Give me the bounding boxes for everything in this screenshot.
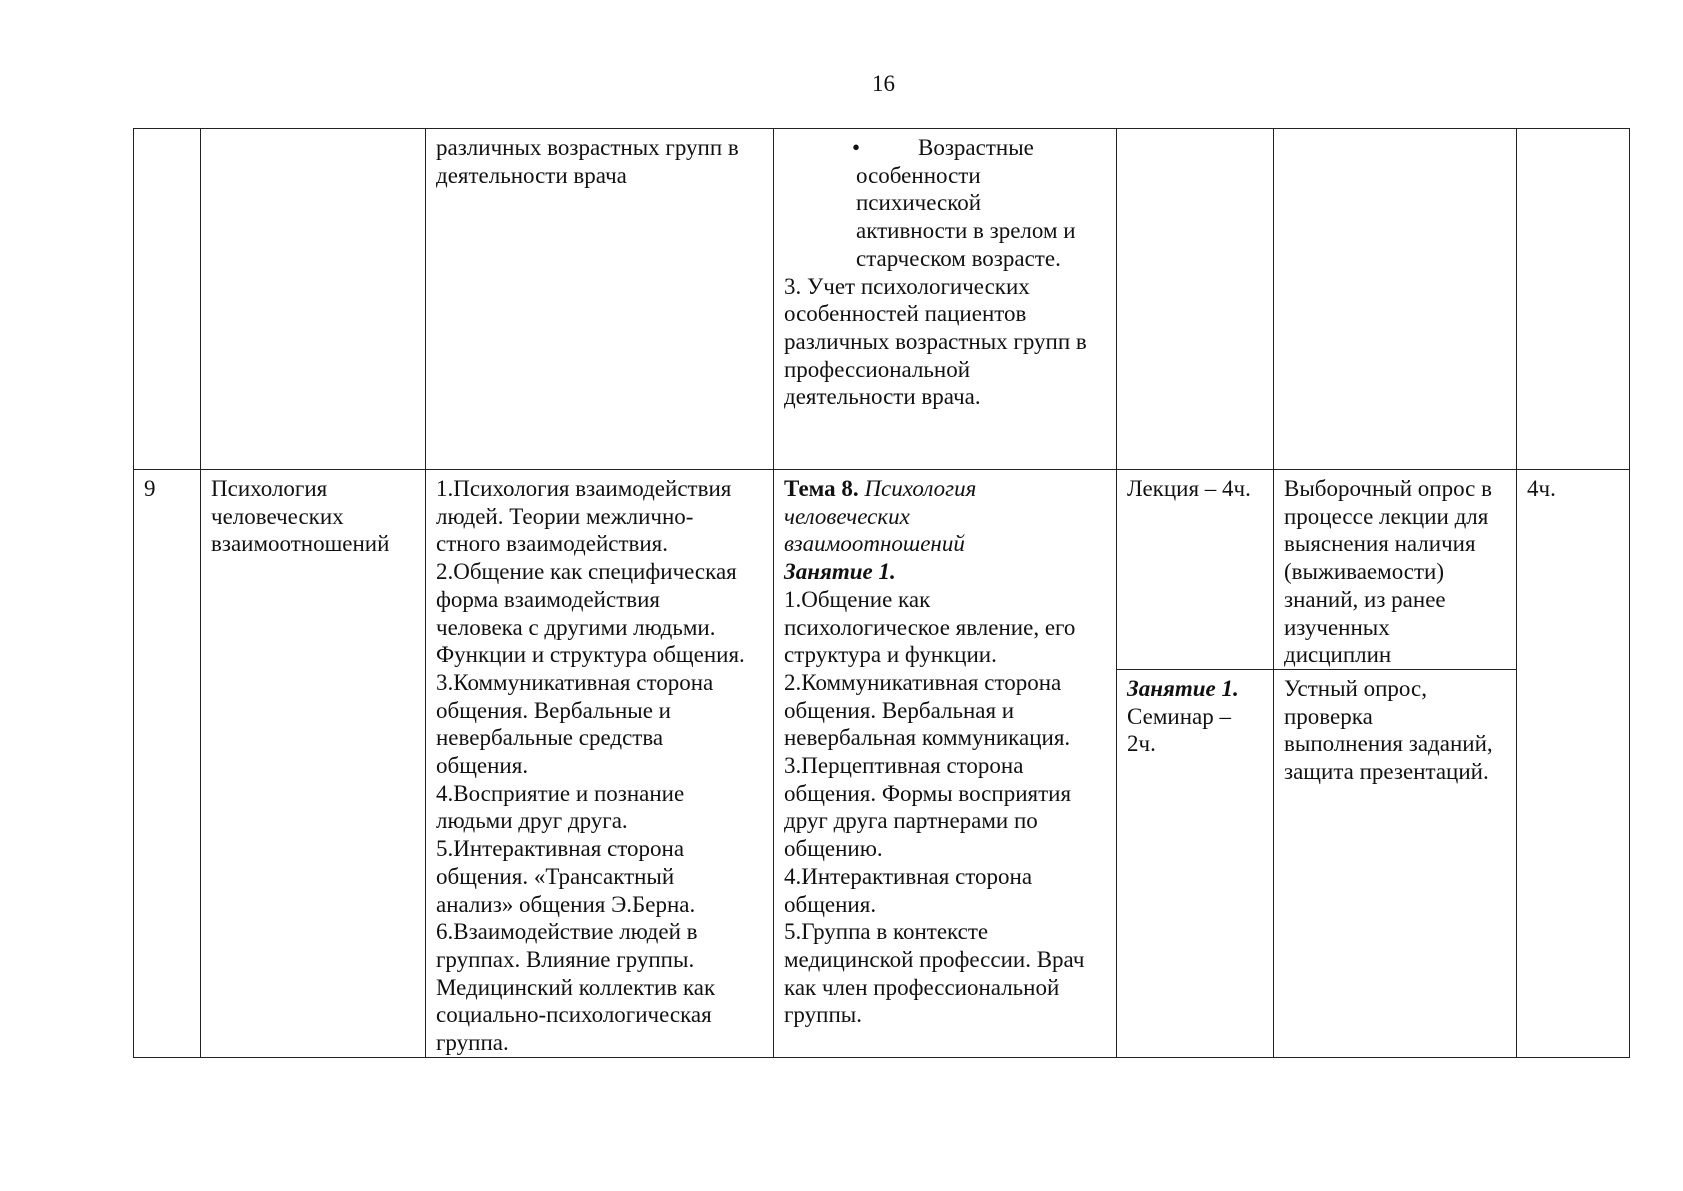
topic-line: 3.Перцептивная сторона [784, 753, 1024, 779]
cell-number [134, 129, 201, 470]
page-number: 16 [872, 71, 895, 96]
content-line: Функции и структура общения. [436, 642, 745, 668]
topic-line: медицинской профессии. Врач [784, 946, 1085, 972]
topic-label: Тема 8. [784, 476, 859, 501]
topic-heading [784, 475, 1106, 503]
content-line: группах. Влияние группы. [436, 946, 695, 972]
control-line: (выживаемости) [1284, 559, 1445, 585]
topic-line: особенностей пациентов [784, 301, 1027, 327]
topic-line: профессиональной [784, 356, 971, 382]
row-number: 9 [144, 476, 156, 501]
bullet-text: активности в зрелом и [856, 218, 1076, 244]
cell-lecture-hours [1117, 470, 1274, 670]
content-line: 2.Общение как специфическая [436, 559, 737, 585]
curriculum-table [133, 128, 1630, 1058]
cell-hours [1117, 129, 1274, 470]
topic-line: друг друга партнерами по [784, 808, 1038, 834]
content-line: невербальные средства [436, 725, 664, 751]
content-line: людей. Теории межлично- [436, 503, 694, 529]
control-line: проверка [1284, 703, 1373, 729]
control-line: выполнения заданий, [1284, 731, 1493, 757]
total-hours: 4ч. [1527, 476, 1556, 501]
control-line: знаний, из ранее [1284, 586, 1446, 612]
cell-lecture-control [1274, 470, 1517, 670]
cell-number [134, 470, 201, 1058]
topic-line: как член профессиональной [784, 974, 1060, 1000]
topic-line: 2.Коммуникативная сторона [784, 669, 1062, 695]
bullet-text: психической [856, 190, 982, 216]
cell-total [1517, 470, 1630, 1058]
topic-line: группы. [784, 1002, 862, 1028]
topic-line: различных возрастных групп в [784, 328, 1087, 354]
control-line: защита презентаций. [1284, 759, 1489, 785]
cell-seminar-control [1274, 669, 1517, 1057]
control-line: процессе лекции для [1284, 503, 1489, 529]
cell-control [1274, 129, 1517, 470]
content-line: различных возрастных групп в [436, 135, 739, 160]
topic-line: общения. [784, 891, 877, 917]
topic-line: деятельности врача. [784, 384, 981, 410]
section-title-line: взаимоотношений [211, 531, 390, 557]
topic-line: 4.Интерактивная сторона [784, 863, 1033, 889]
content-line: 1.Психология взаимодействия [436, 476, 732, 501]
cell-section-title [201, 470, 426, 1058]
cell-content [426, 129, 774, 470]
bullet-text: особенности [856, 162, 981, 188]
topic-line: 5.Группа в контексте [784, 919, 989, 945]
control-line: Выборочный опрос в [1284, 476, 1492, 501]
cell-section-title [201, 129, 426, 470]
content-line: общения. «Трансактный [436, 863, 675, 889]
content-line: стного взаимодействия. [436, 531, 669, 557]
topic-line: невербальная коммуникация. [784, 725, 1071, 751]
control-line: дисциплин [1284, 642, 1392, 668]
content-line: людьми друг друга. [436, 808, 628, 834]
content-line: общения. [436, 753, 529, 779]
table-row-9 [134, 470, 1630, 670]
topic-line: структура и функции. [784, 642, 997, 668]
topic-title-line: человеческих [784, 503, 910, 529]
section-title-line: Психология [211, 476, 328, 501]
content-line: Медицинский коллектив как [436, 974, 716, 1000]
content-line: 6.Взаимодействие людей в [436, 919, 698, 945]
cell-content [426, 470, 774, 1058]
content-line: социально-психологическая [436, 1002, 712, 1028]
cell-seminar-hours [1117, 669, 1274, 1057]
topic-line: общения. Формы восприятия [784, 780, 1072, 806]
content-line: 4.Восприятие и познание [436, 780, 685, 806]
seminar-label: Занятие 1. [1127, 675, 1239, 701]
topic-title-line: взаимоотношений [784, 531, 965, 557]
topic-line: общения. Вербальная и [784, 697, 1015, 723]
content-line: деятельности врача [436, 162, 627, 188]
topic-line: общению. [784, 836, 883, 862]
seminar-line: 2ч. [1127, 731, 1156, 757]
seminar-line: Семинар – [1127, 703, 1231, 729]
content-line: 5.Интерактивная сторона [436, 836, 685, 862]
lesson-label: Занятие 1. [784, 559, 896, 585]
topic-line: 1.Общение как [784, 586, 931, 612]
topic-line: психологическое явление, его [784, 614, 1076, 640]
cell-total [1517, 129, 1630, 470]
bullet-text: Возрастные [918, 135, 1034, 160]
content-line: общения. Вербальные и [436, 697, 671, 723]
topic-title: Психология [864, 476, 977, 501]
content-line: группа. [436, 1030, 509, 1056]
table-row-continued [134, 129, 1630, 470]
control-line: выяснения наличия [1284, 531, 1476, 557]
section-title-line: человеческих [211, 503, 344, 529]
cell-topic [774, 470, 1117, 1058]
content-line: человека с другими людьми. [436, 614, 716, 640]
content-line: форма взаимодействия [436, 586, 660, 612]
control-line: изученных [1284, 614, 1390, 640]
topic-line: 3. Учет психологических [784, 273, 1030, 299]
content-line: анализ» общения Э.Берна. [436, 891, 696, 917]
lecture-hours: Лекция – 4ч. [1127, 476, 1251, 501]
bullet-text: старческом возрасте. [856, 245, 1061, 271]
bullet-item [784, 134, 1106, 273]
cell-topic [774, 129, 1117, 470]
control-line: Устный опрос, [1284, 675, 1427, 701]
bullet-icon: • [852, 135, 861, 160]
content-line: 3.Коммуникативная сторона [436, 669, 714, 695]
